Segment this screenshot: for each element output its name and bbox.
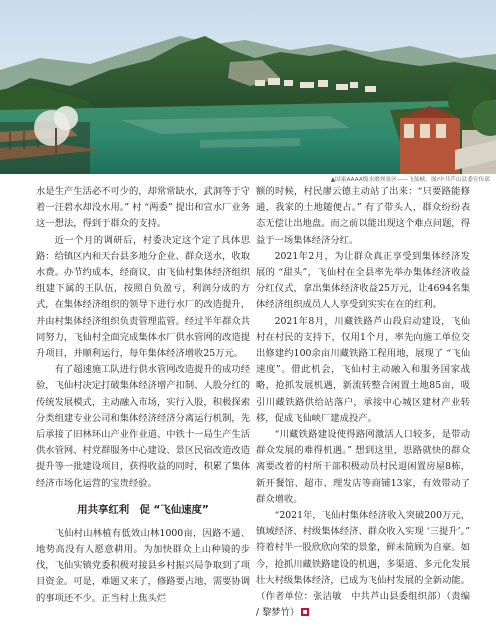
paragraph-text: “2021年，飞仙村集体经济收入突破200万元，镇域经济、村级集体经济、群众收入实现 ‘三提升’。” 符着村半一股欣欣向荣的景象，鲜未简顾为自豪。如今，抢抓川藏铁路建设的机遇，多渠道、多元化发展壮大村级集体经济，已成为飞仙村发展的全新动能。（作者单位：张洁敏 中共芦山县委组织部）（责编 / 黎梦竹）: [256, 510, 470, 619]
paragraph-last: [256, 508, 470, 621]
paragraph: 额的时候，村民廖云德主动站了出来：“只要路能修通，我家的土地随便占。” 有了带头人，群众纷纷表态无偿让出地盘。而之前以能出现这个难点问题，得益于一场集体经济分红。: [256, 186, 470, 246]
photo-caption: ▲国家AAAA级水磨坝景区——飞仙峡。图/中共芦山县委宣传部: [330, 177, 490, 183]
paragraph: 飞仙村山林植有低效山林1000亩，因路不通、地势高没有人愿意耕用。为加快群众上山种镜的步伐，飞仙实镇党委积极对接县乡村振兴局争取到了项目资金。可是，难题又来了，修路要占地，需要协调的事项还不少。正当村上焦头烂: [36, 527, 250, 604]
section-subheading: 用共享红利 促 “飞仙速度”: [77, 503, 209, 516]
paragraph: 水是生产生活必不可少的，却常常缺水，武洞等于守着一汪碧水却没水用。” 村 “两委” 提出和宣水厂业务这一想法，得到于群众的支持。: [36, 186, 250, 230]
paragraph: 近一个月的调研后，村委决定这个定了具体思路：给镇区内和天台县多地分企业、群众送水，收取水费。办节约成本，经商议，由飞仙村集体经济组织组建下属的王队伍，按照自负盈亏，利润分成的方式，在集体经济组织的领导下进行水厂的改造提升，并由村集体经济组织负责管理监管。经过半年群众共同努力，飞仙村全面完成集体水厂供水管网的改造提升项目，并顺利运行，每年集体经济增收25万元。: [36, 234, 250, 360]
left-column: [36, 184, 250, 607]
right-column: [256, 184, 470, 621]
end-mark-icon: [301, 608, 309, 616]
hero-photo: [0, 0, 496, 174]
paragraph: 2021年2月，为让群众真正享受到集体经济发展的 “甜头”，飞仙村在全县率先举办集体经济收益分红仪式，拿出集体经济收益25万元，让4694名集体经济组织成员人人享受到实实在在的红利。: [256, 250, 470, 311]
paragraph: 有了超速施工队进行供水管网改造提升的成功经验，飞仙村决定打破集体经济增产扣制、人股分红的传统发展模式，主动融入市场，实行入股，积极探索分类组建专业公司和集体经济经济分离运行机制，先后承接了旧林环山产业作业道、中铁十一局生产生活供水管网、村党群服务中心建设、景区民宿改造改造提升等一批建设项目，获得收益的同时，积累了集体经济市场化运营的宝贵经验。: [36, 364, 250, 489]
paragraph: 2021年8月，川藏铁路芦山段启动建设，飞仙村在村民的支持下，仅用1个月，率先向施工单位交出修建约100余亩川藏铁路工程用地，展现了 “飞仙速度”。借此机会，飞仙村主动融入和服务国家战略，抢抓发展机遇，新流转整合闲置土地85亩，吸引川藏铁路供给站落户，承接中心城区建材产业转移，促成飞仙峡厂建成投产。: [256, 315, 470, 424]
paragraph: “川藏铁路建设使得路网激活人口较多，是带动群众发展的难得机遇。” 想到这里，思路就快的群众离要改着的村所干部积极动员村民退闲置房屋8栋，新开餐馆、超市、理发店等商铺13家，有效带动了群众增收。: [256, 429, 470, 505]
